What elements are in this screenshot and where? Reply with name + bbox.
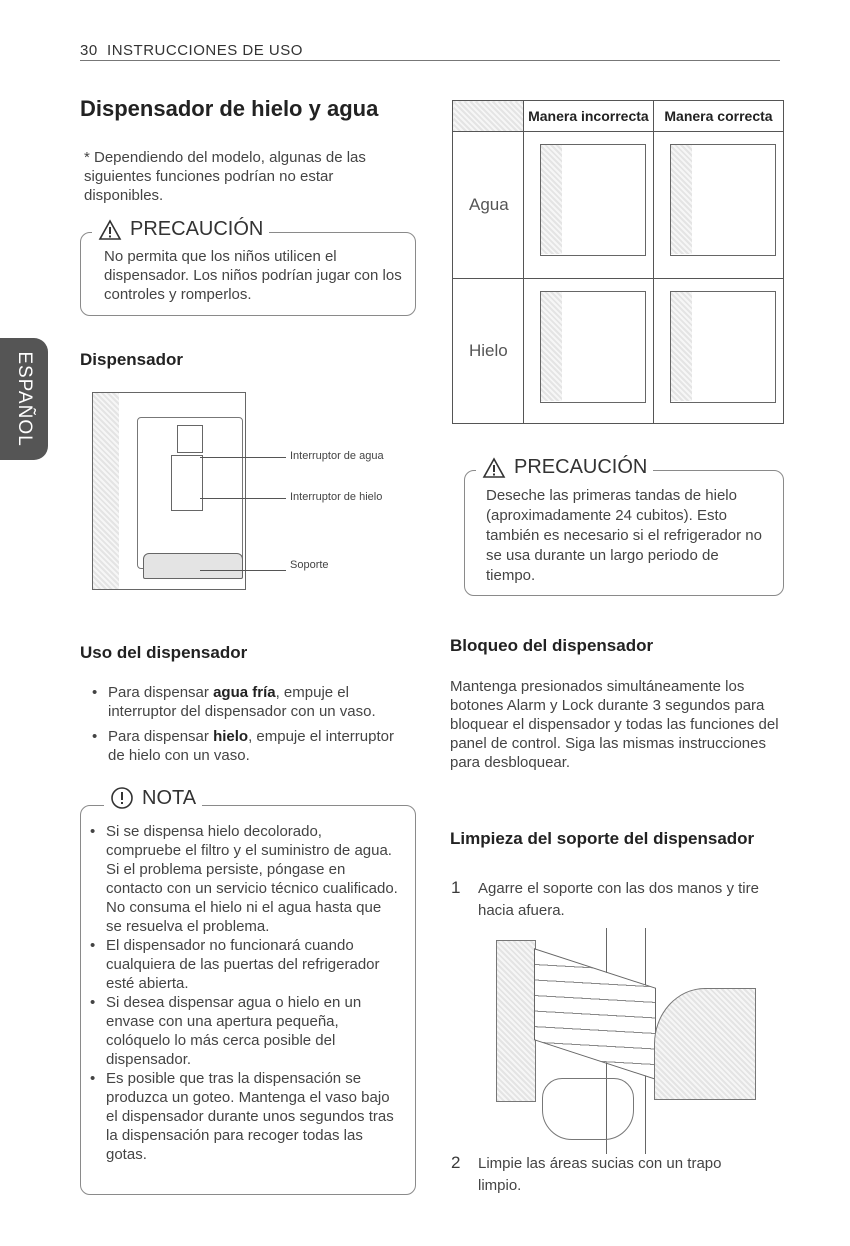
nota-heading [104, 786, 202, 810]
caution-title-1: PRECAUCIÓN [130, 218, 264, 240]
language-tab-label: ESPAÑOL [14, 351, 35, 447]
ice-correct-image [653, 279, 783, 424]
step-2-number: 2 [451, 1153, 461, 1172]
info-icon [110, 786, 134, 810]
row-label-water: Agua [453, 132, 524, 279]
step-1-number: 1 [451, 878, 461, 897]
page-header [80, 42, 303, 59]
col-correct: Manera correcta [653, 101, 783, 132]
language-tab [0, 338, 48, 460]
caution-text-1: No permita que los niños utilicen el dispensador. Los niños podrían jugar con los controles y romperlos. [104, 248, 402, 303]
section-title: INSTRUCCIONES DE USO [107, 42, 303, 59]
nota-list [88, 822, 400, 1164]
dispenser-panel [93, 393, 119, 589]
label-tray: Soporte [290, 559, 329, 571]
dispenser-illustration [92, 392, 246, 590]
nota-item: • El dispensador no funcionará cuando cualquiera de las puertas del refrigerador esté abierta. [88, 936, 400, 993]
limpieza-heading: Limpieza del soporte del dispensador [450, 829, 755, 848]
col-incorrect: Manera incorrecta [523, 101, 653, 132]
water-switch-leader [200, 457, 286, 458]
uso-heading: Uso del dispensador [80, 643, 248, 662]
header-divider [80, 60, 780, 61]
bloqueo-text: Mantenga presionados simultáneamente los botones Alarm y Lock durante 3 segundos para bloquear el dispensador y todas las funciones del panel de control. Siga las mismas instrucciones para desbloquear. [450, 678, 779, 771]
nota-item: • Si se dispensa hielo decolorado, compruebe el filtro y el suministro de agua. Si el problema persiste, póngase en contacto con un servicio técnico cualificado. No consuma el hielo ni el agua hasta que se resuelva el problema. [88, 822, 400, 936]
tray-leader [200, 570, 286, 571]
dispensador-heading: Dispensador [80, 350, 183, 369]
nota-item: • Es posible que tras la dispensación se produzca un goteo. Mantenga el vaso bajo el dispensador durante unos segundos tras la dispensación para recoger todas las gotas. [88, 1069, 400, 1164]
uso-list [90, 683, 400, 765]
caution-title-2: PRECAUCIÓN [514, 456, 648, 478]
label-water-switch: Interruptor de agua [290, 450, 384, 462]
page-number: 30 [80, 42, 98, 59]
uso-item-water: • Para dispensar agua fría, empuje el interruptor del dispensador con un vaso. [90, 683, 400, 721]
bloqueo-heading: Bloqueo del dispensador [450, 636, 654, 655]
comparison-header-row [453, 101, 784, 132]
comparison-table [452, 100, 784, 424]
nota-title: NOTA [142, 786, 197, 809]
caution-text-2: Deseche las primeras tandas de hielo (aproximadamente 24 cubitos). Esto también es necesario si el refrigerador no se usa durante un largo periodo de tiempo. [486, 487, 762, 584]
step-1-text: Agarre el soporte con las dos manos y tire hacia afuera. [478, 880, 759, 919]
ice-switch [171, 455, 203, 511]
label-ice-switch: Interruptor de hielo [290, 491, 383, 503]
tray-removal-illustration [484, 928, 756, 1154]
comparison-row-water [453, 132, 784, 279]
caution-heading-2 [476, 456, 653, 479]
step-2-text: Limpie las áreas sucias con un trapo limpio. [478, 1155, 722, 1194]
intro-note: * Dependiendo del modelo, algunas de las siguientes funciones podrían no estar disponibles. [84, 149, 366, 204]
caution-heading-1 [92, 218, 269, 241]
warning-icon [482, 457, 506, 479]
warning-icon [98, 219, 122, 241]
row-label-ice: Hielo [453, 279, 524, 424]
water-switch [177, 425, 203, 453]
water-incorrect-image [523, 132, 653, 279]
uso-item-ice: • Para dispensar hielo, empuje el interruptor de hielo con un vaso. [90, 727, 400, 765]
comparison-row-ice [453, 279, 784, 424]
dispenser-tray [143, 553, 243, 579]
water-correct-image [653, 132, 783, 279]
page-title: Dispensador de hielo y agua [80, 96, 379, 121]
comparison-corner [453, 101, 524, 132]
nota-item: • Si desea dispensar agua o hielo en un envase con una apertura pequeña, colóquelo lo más cerca posible del dispensador. [88, 993, 400, 1069]
ice-incorrect-image [523, 279, 653, 424]
ice-switch-leader [200, 498, 286, 499]
